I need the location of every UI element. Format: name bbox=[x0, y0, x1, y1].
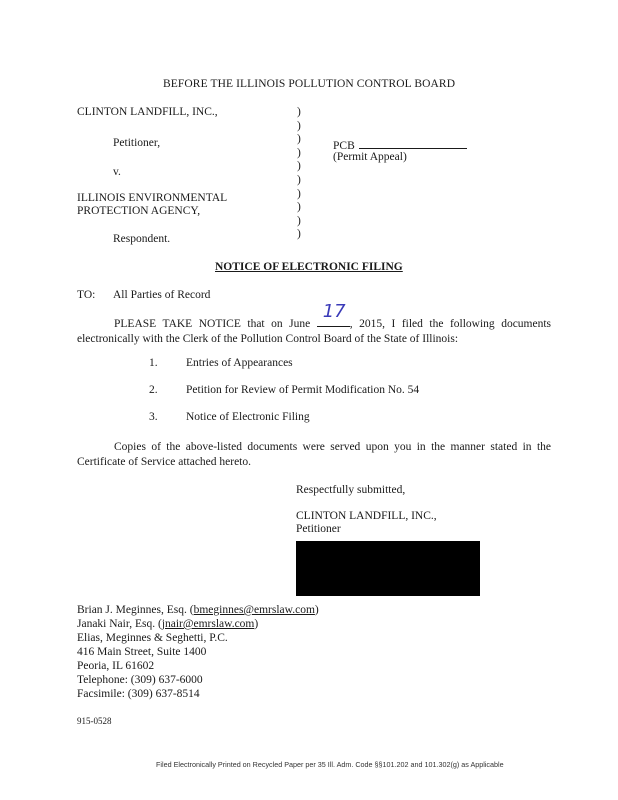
list-item: Petition for Review of Permit Modification No. 54 bbox=[186, 384, 420, 396]
list-item-num: 3. bbox=[149, 411, 158, 423]
notice-paragraph bbox=[77, 301, 552, 346]
versus: v. bbox=[113, 166, 121, 178]
notice-text-b: , 2015, I filed the following documents electronically with the Clerk of the Pollution Control Board of the State of Illinois: bbox=[77, 318, 552, 345]
email-link-1[interactable]: bmeginnes@emrslaw.com bbox=[193, 604, 315, 616]
counsel-name-2: Janaki Nair, Esq. ( bbox=[77, 618, 162, 630]
pcb-label: PCB bbox=[333, 140, 355, 152]
caption-parentheses: ) ) ) ) ) ) ) ) ) ) bbox=[297, 106, 301, 241]
pcb-number bbox=[333, 137, 467, 152]
footer-notice: Filed Electronically Printed on Recycled Paper per 35 Ill. Adm. Code §§101.202 and 101.302(g) as Applicable bbox=[156, 760, 504, 769]
redacted-signature bbox=[296, 541, 480, 596]
street-address: 416 Main Street, Suite 1400 bbox=[77, 646, 207, 658]
service-paragraph bbox=[77, 440, 551, 469]
pcb-blank bbox=[359, 137, 467, 149]
to-value: All Parties of Record bbox=[113, 289, 211, 301]
petitioner-role: Petitioner, bbox=[113, 137, 161, 149]
signatory-name: CLINTON LANDFILL, INC., bbox=[296, 510, 437, 522]
respondent-role: Respondent. bbox=[113, 233, 171, 245]
list-item-num: 2. bbox=[149, 384, 158, 396]
respondent-line-2: PROTECTION AGENCY, bbox=[77, 205, 201, 217]
notice-title: NOTICE OF ELECTRONIC FILING bbox=[215, 261, 403, 273]
counsel-name-1: Brian J. Meginnes, Esq. ( bbox=[77, 604, 194, 616]
respondent-line-1: ILLINOIS ENVIRONMENTAL bbox=[77, 192, 228, 204]
handwritten-day: 17 bbox=[322, 301, 346, 322]
firm-name: Elias, Meginnes & Seghetti, P.C. bbox=[77, 632, 228, 644]
counsel-line-1 bbox=[77, 604, 319, 616]
facsimile: Facsimile: (309) 637-8514 bbox=[77, 688, 200, 700]
court-title: BEFORE THE ILLINOIS POLLUTION CONTROL BOARD bbox=[163, 78, 456, 90]
list-item: Entries of Appearances bbox=[186, 357, 293, 369]
case-type: (Permit Appeal) bbox=[333, 151, 407, 163]
paren-close-1: ) bbox=[314, 604, 319, 616]
document-number: 915-0528 bbox=[77, 716, 112, 726]
city-address: Peoria, IL 61602 bbox=[77, 660, 155, 672]
to-label: TO: bbox=[77, 289, 96, 301]
service-text: Copies of the above-listed documents were served upon you in the manner stated in the Certificate of Service attached hereto. bbox=[77, 441, 551, 468]
paren-close-2: ) bbox=[254, 618, 259, 630]
list-item-num: 1. bbox=[149, 357, 158, 369]
notice-text-a: PLEASE TAKE NOTICE that on June bbox=[114, 318, 311, 330]
petitioner-name: CLINTON LANDFILL, INC., bbox=[77, 106, 218, 118]
counsel-line-2 bbox=[77, 618, 258, 630]
signatory-role: Petitioner bbox=[296, 523, 341, 535]
email-link-2[interactable]: jnair@emrslaw.com bbox=[161, 618, 255, 630]
closing: Respectfully submitted, bbox=[296, 484, 406, 496]
telephone: Telephone: (309) 637-6000 bbox=[77, 674, 203, 686]
list-item: Notice of Electronic Filing bbox=[186, 411, 310, 423]
date-blank bbox=[317, 301, 350, 327]
